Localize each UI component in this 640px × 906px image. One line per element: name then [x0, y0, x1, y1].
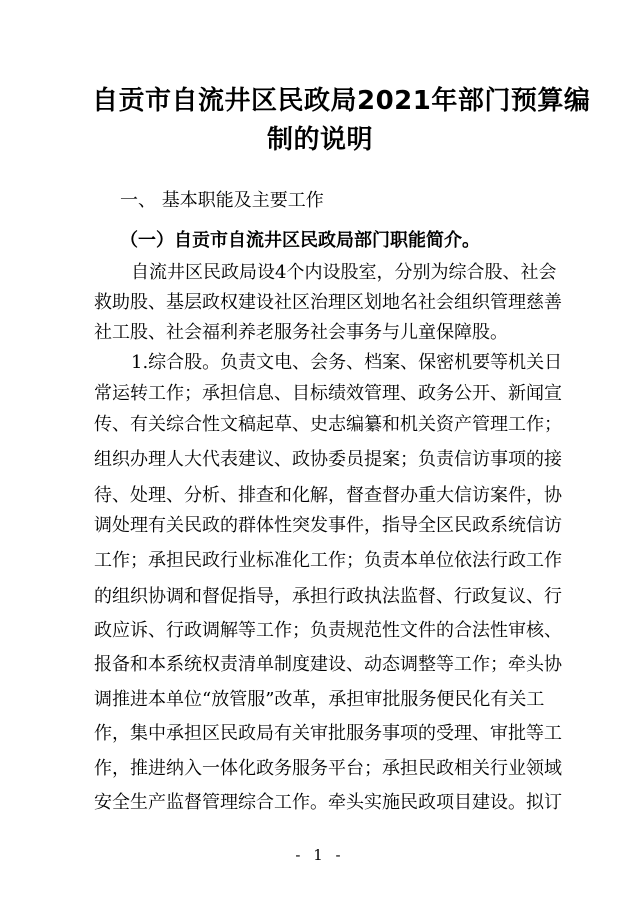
body-line: 的组织协调和督促指导，承担行政执法监督、行政复议、行 — [94, 586, 562, 607]
body-line: 调处理有关民政的群体性突发事件，指导全区民政系统信访 — [94, 515, 562, 536]
body-line: 工作；承担民政行业标准化工作；负责本单位依法行政工作 — [94, 550, 562, 571]
body-line: 自流井区民政局设4个内设股室，分别为综合股、社会 — [131, 262, 557, 283]
body-line: 社工股、社会福利养老服务社会事务与儿童保障股。 — [94, 322, 508, 343]
body-line: 待、处理、分析、排查和化解，督查督办重大信访案件，协 — [94, 485, 562, 506]
document-title-line-1: 自贡市自流井区民政局2021年部门预算编 — [92, 86, 591, 116]
body-line: 作，推进纳入一体化政务服务平台；承担民政相关行业领域 — [94, 758, 562, 779]
body-line: 安全生产监督管理综合工作。牵头实施民政项目建设。拟订 — [94, 792, 562, 813]
document-title-line-2: 制的说明 — [266, 125, 373, 155]
body-line: 救助股、基层政权建设社区治理区划地名社会组织管理慈善 — [94, 292, 562, 313]
subsection-heading: （一）自贡市自流井区民政局部门职能简介。 — [120, 230, 480, 251]
body-line: 作，集中承担区民政局有关审批服务事项的受理、审批等工 — [94, 723, 562, 744]
body-line: 1.综合股。负责文电、会务、档案、保密机要等机关日 — [131, 352, 563, 373]
page-number: - 1 - — [295, 846, 345, 864]
section-heading: 一、 基本职能及主要工作 — [120, 190, 324, 211]
body-line: 政应诉、行政调解等工作；负责规范性文件的合法性审核、 — [94, 620, 562, 641]
body-line: 调推进本单位“放管服”改革，承担审批服务便民化有关工 — [94, 689, 545, 710]
body-line: 常运转工作；承担信息、目标绩效管理、政务公开、新闻宣 — [94, 383, 562, 404]
body-line: 传、有关综合性文稿起草、史志编纂和机关资产管理工作； — [94, 414, 562, 435]
body-line: 组织办理人大代表建议、政协委员提案；负责信访事项的接 — [94, 449, 562, 470]
body-line: 报备和本系统权责清单制度建设、动态调整等工作；牵头协 — [94, 654, 562, 675]
